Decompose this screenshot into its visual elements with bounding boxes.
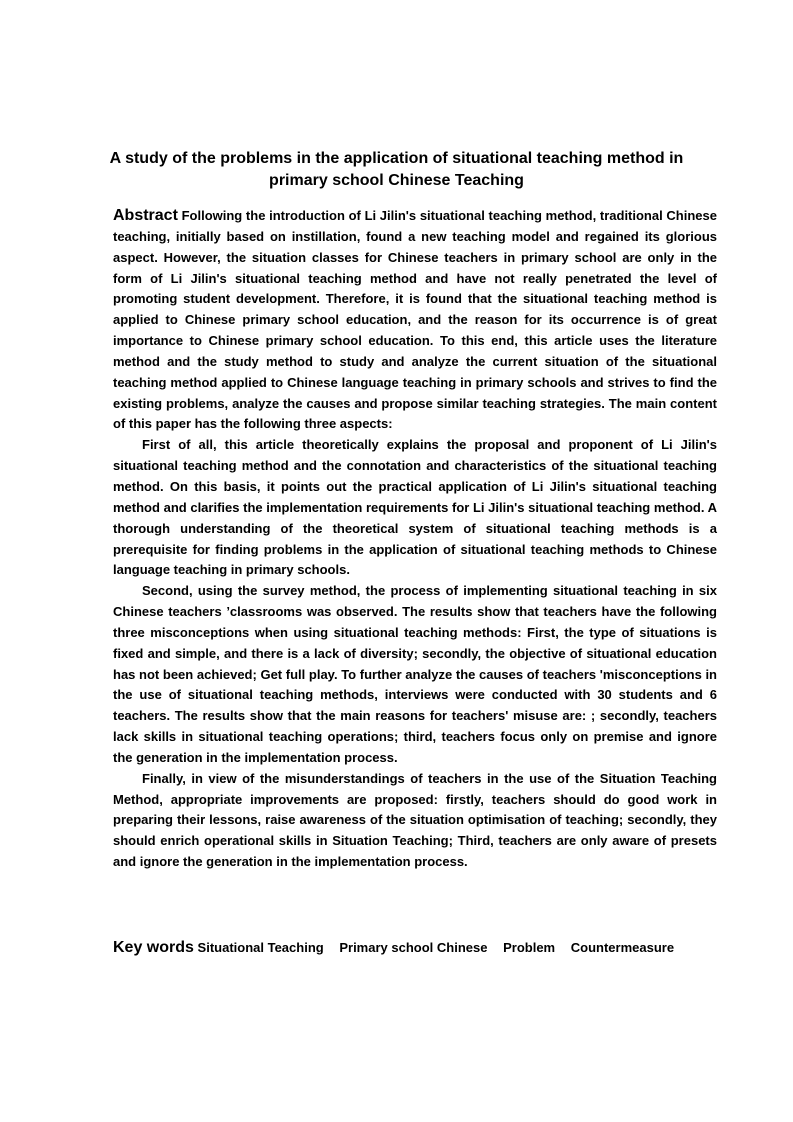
abstract-section: [113, 206, 717, 873]
abstract-paragraph-4: Finally, in view of the misunderstandings of teachers in the use of the Situation Teaching Method, appropriate improvements are proposed: firstly, teachers should do good work in preparing their lessons, raise awareness of the situation optimisation of teaching; secondly, they should enrich operational skills in Situation Teaching; Third, teachers are only aware of presets and ignore the generation in the implementation process.: [113, 770, 717, 870]
abstract-text-1: Following the introduction of Li Jilin's situational teaching method, traditional Chinese teaching, initially based on instillation, found a new teaching model and regained its glorious aspect. However, the situation classes for Chinese teachers in primary school are only in the form of Li Jilin's situational teaching method and have not really penetrated the level of promoting student development. Therefore, it is found that the situational teaching method is applied to Chinese primary school education, and the reason for its occurrence is of great importance to Chinese primary school education. To this end, this article uses the literature method and the study method to study and analyze the current situation of the situational teaching method applied to Chinese language teaching in primary schools and strives to find the existing problems, analyze the causes and propose similar teaching strategies. The main content of this paper has the following three aspects:: [113, 208, 717, 432]
keyword-4: Countermeasure: [570, 940, 675, 955]
keywords-section: [113, 937, 753, 959]
abstract-paragraph-2: First of all, this article theoretically explains the proposal and proponent of Li Jilin's situational teaching method and the connotation and characteristics of the situational teaching method. On this basis, it points out the practical application of Li Jilin's situational teaching method and clarifies the implementation requirements for Li Jilin's situational teaching method. A thorough understanding of the theoretical system of situational teaching methods is a prerequisite for finding problems in the application of situational teaching methods to Chinese language teaching in primary schools.: [113, 437, 717, 578]
keyword-3: Problem: [503, 940, 556, 955]
paper-title: [100, 148, 693, 192]
keyword-2: Primary school Chinese: [339, 940, 488, 955]
keyword-1: Situational Teaching: [197, 940, 324, 955]
title-line-2: primary school Chinese Teaching: [269, 172, 524, 189]
abstract-paragraph-3: Second, using the survey method, the process of implementing situational teaching in six Chinese teachers ’classrooms was observed. The results show that teachers have the following three misconceptions when using situational teaching methods: First, the type of situations is fixed and simple, and there is a lack of diversity; secondly, the objective of situational education has not been achieved; Get full play. To further analyze the causes of teachers 'misconceptions in the use of situational teaching methods, interviews were conducted with 30 students and 6 teachers. The results show that the main reasons for teachers' misuse are: ; secondly, teachers lack skills in situational teaching operations; third, teachers focus only on premise and ignore the generation in the implementation process.: [113, 583, 717, 765]
abstract-label: Abstract: [113, 207, 178, 224]
abstract-paragraph-1: [113, 206, 717, 435]
title-line-1: A study of the problems in the application of situational teaching method in: [109, 150, 684, 167]
keywords-label: Key words: [113, 939, 194, 956]
